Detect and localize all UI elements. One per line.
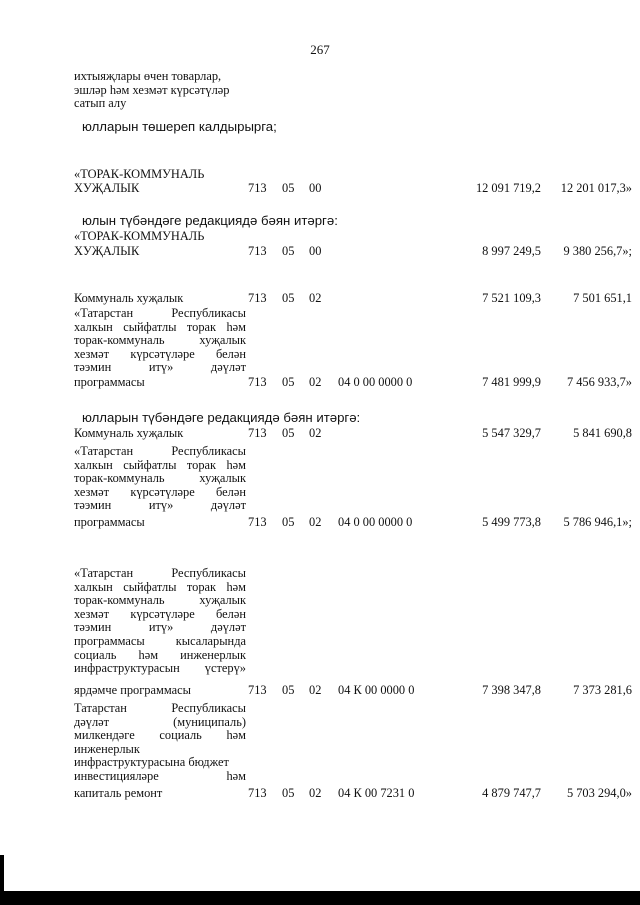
text-line: «ТОРАК-КОММУНАЛЬ (74, 229, 205, 243)
value-year1: 7 398 347,8 (482, 683, 541, 697)
old-toraq-row (74, 182, 634, 196)
value-year1: 8 997 249,5 (482, 244, 541, 258)
text-line: инженерлык (74, 741, 140, 756)
value-year1: 5 499 773,8 (482, 515, 541, 529)
ministry-code: 713 (248, 515, 267, 529)
text-line: «Татарстан Республикасы (74, 566, 246, 580)
text-line: халкын сыйфатлы торак һәм (74, 319, 246, 334)
subsection-code: 02 (309, 426, 322, 440)
invest-desc (74, 702, 246, 784)
value-year2: 5 786 946,1»; (563, 515, 632, 529)
ministry-code: 713 (248, 786, 267, 800)
program-code: 04 К 00 0000 0 (338, 683, 415, 697)
text-line: тәэмин итү» дәүләт (74, 498, 246, 513)
ministry-code: 713 (248, 683, 267, 697)
instruction-edit: юлын түбәндәге редакциядә бәян итәргә: (82, 213, 338, 228)
subsection-code: 00 (309, 244, 322, 258)
text-line: халкын сыйфатлы торак һәм (74, 579, 246, 594)
text-line: дәүләт (муниципаль) (74, 714, 246, 729)
value-year2: 7 501 651,1 (573, 291, 632, 305)
new-toraq-title (74, 230, 204, 244)
text-line: тәэмин итү» дәүләт (74, 620, 246, 635)
row-name: ХУҖАЛЫК (74, 244, 140, 258)
instruction-omit: юлларын төшереп калдырырга; (82, 119, 277, 134)
text-line: хезмәт күрсәтүләре белән (74, 346, 246, 361)
value-year1: 4 879 747,7 (482, 786, 541, 800)
text-line: «Татарстан Республикасы (74, 306, 246, 320)
section-code: 05 (282, 244, 295, 258)
ministry-code: 713 (248, 426, 267, 440)
text-line: эшләр һәм хезмәт күрсәтүләр (74, 82, 230, 97)
top-text (74, 70, 246, 111)
page-number: 267 (310, 42, 330, 57)
text-line: «ТОРАК-КОММУНАЛЬ (74, 167, 205, 181)
subsection-code: 02 (309, 515, 322, 529)
subsection-code: 02 (309, 786, 322, 800)
value-year1: 7 481 999,9 (482, 375, 541, 389)
text-line: сатып алу (74, 96, 127, 111)
text-line: Татарстан Республикасы (74, 701, 246, 715)
old-prog-desc (74, 307, 246, 375)
value-year2: 12 201 017,3» (560, 181, 632, 195)
value-year2: 7 373 281,6 (573, 683, 632, 697)
text-line: торак-коммуналь хуҗалык (74, 333, 246, 348)
text-line: милкендәге социаль һәм (74, 728, 246, 743)
new-prog-row (74, 516, 634, 530)
text-line: торак-коммуналь хуҗалык (74, 471, 246, 486)
scan-edge-bottom (0, 891, 640, 905)
section-code: 05 (282, 291, 295, 305)
section-code: 05 (282, 515, 295, 529)
new-prog-desc (74, 445, 246, 513)
value-year1: 7 521 109,3 (482, 291, 541, 305)
subsection-code: 02 (309, 291, 322, 305)
ministry-code: 713 (248, 181, 267, 195)
value-year1: 12 091 719,2 (475, 181, 541, 195)
value-year1: 5 547 329,7 (482, 426, 541, 440)
text-line: программасы кысаларында (74, 633, 246, 648)
sub-prog-row (74, 684, 634, 698)
value-year2: 7 456 933,7» (566, 375, 632, 389)
sub-prog-desc (74, 567, 246, 676)
new-komm-row (74, 427, 634, 441)
section-code: 05 (282, 375, 295, 389)
subsection-code: 00 (309, 181, 322, 195)
ministry-code: 713 (248, 291, 267, 305)
invest-row (74, 787, 634, 801)
row-name: ярдәмче программасы (74, 683, 191, 697)
ministry-code: 713 (248, 244, 267, 258)
row-name: ХУҖАЛЫК (74, 181, 140, 195)
text-line: инфраструктурасын үстерү» (74, 661, 246, 676)
new-toraq-row (74, 245, 634, 259)
value-year2: 9 380 256,7»; (563, 244, 632, 258)
text-line: инвестицияләре һәм (74, 768, 246, 783)
section-code: 05 (282, 786, 295, 800)
subsection-code: 02 (309, 375, 322, 389)
section-code: 05 (282, 683, 295, 697)
program-code: 04 0 00 0000 0 (338, 375, 413, 389)
instruction-edit: юлларын түбәндәге редакциядә бәян итәргә: (82, 410, 361, 425)
text-line: халкын сыйфатлы торак һәм (74, 457, 246, 472)
value-year2: 5 703 294,0» (566, 786, 632, 800)
text-line: хезмәт күрсәтүләре белән (74, 484, 246, 499)
section-code: 05 (282, 426, 295, 440)
old-komm-row (74, 292, 634, 306)
text-line: ихтыяҗлары өчен товарлар, (74, 69, 222, 83)
text-line: торак-коммуналь хуҗалык (74, 593, 246, 608)
program-code: 04 К 00 7231 0 (338, 786, 415, 800)
text-line: тәэмин итү» дәүләт (74, 360, 246, 375)
row-name: капиталь ремонт (74, 786, 163, 800)
text-line: инфраструктурасына бюджет (74, 755, 229, 770)
row-name: программасы (74, 515, 145, 529)
text-line: социаль һәм инженерлык (74, 647, 246, 662)
value-year2: 5 841 690,8 (573, 426, 632, 440)
program-code: 04 0 00 0000 0 (338, 515, 413, 529)
row-name: Коммуналь хуҗалык (74, 291, 184, 305)
row-name: Коммуналь хуҗалык (74, 426, 184, 440)
old-prog-row (74, 376, 634, 390)
text-line: «Татарстан Республикасы (74, 444, 246, 458)
subsection-code: 02 (309, 683, 322, 697)
section-code: 05 (282, 181, 295, 195)
old-toraq-title (74, 168, 204, 182)
row-name: программасы (74, 375, 145, 389)
ministry-code: 713 (248, 375, 267, 389)
text-line: хезмәт күрсәтүләре белән (74, 606, 246, 621)
